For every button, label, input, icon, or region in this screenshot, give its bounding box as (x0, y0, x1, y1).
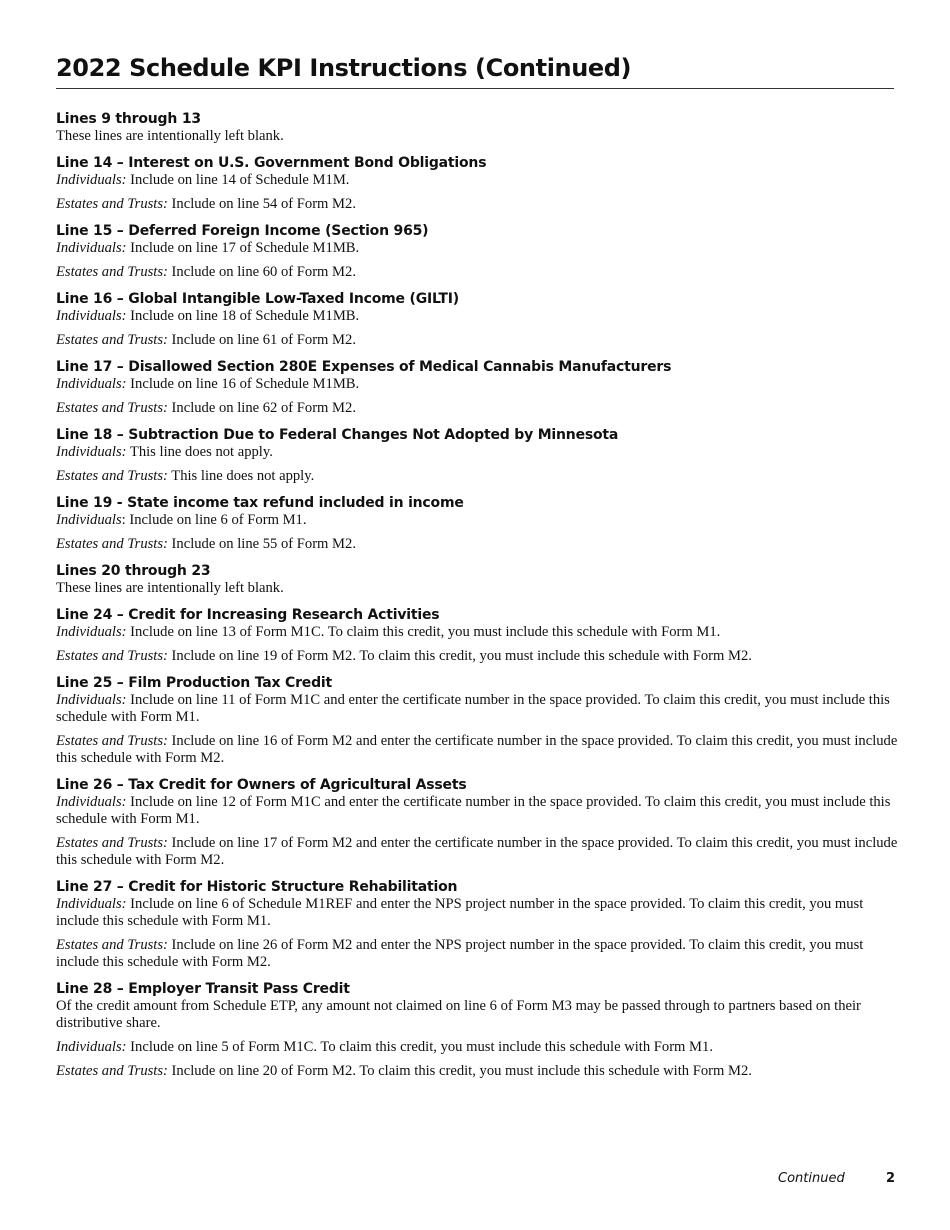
section-heading: Line 19 - State income tax refund included in income (56, 495, 464, 511)
paragraph-lead: Estates and Trusts: (56, 400, 168, 416)
section-heading: Line 24 – Credit for Increasing Research Activities (56, 607, 440, 623)
paragraph-lead: Estates and Trusts: (56, 648, 168, 664)
paragraph-lead: Individuals: (56, 624, 127, 640)
paragraph-text: Include on line 11 of Form M1C and enter the certificate number in the space provided. To claim this credit, you must include this schedule with Form M1. (56, 692, 890, 725)
paragraph-text: Include on line 16 of Form M2 and enter the certificate number in the space provided. To claim this credit, you must include this schedule with Form M2. (56, 733, 898, 766)
paragraph-lead: Individuals: (56, 794, 127, 810)
instruction-paragraph (56, 794, 901, 828)
paragraph-lead: Estates and Trusts: (56, 468, 168, 484)
paragraph-text: This line does not apply. (126, 444, 273, 460)
paragraph-lead: Individuals: (56, 444, 127, 460)
paragraph-text: Include on line 62 of Form M2. (167, 400, 356, 416)
instructions-content (56, 108, 901, 1087)
instruction-section (56, 560, 901, 597)
instruction-paragraph (56, 692, 901, 726)
page-number: 2 (886, 1171, 896, 1186)
section-heading: Lines 9 through 13 (56, 111, 201, 127)
section-heading: Line 14 – Interest on U.S. Government Bond Obligations (56, 155, 487, 171)
instruction-section (56, 978, 901, 1080)
instruction-section (56, 604, 901, 665)
paragraph-lead: Individuals: (56, 240, 127, 256)
instruction-paragraph (56, 332, 901, 349)
paragraph-text: Include on line 17 of Form M2 and enter the certificate number in the space provided. To claim this credit, you must include this schedule with Form M2. (56, 835, 898, 868)
paragraph-text: Include on line 60 of Form M2. (167, 264, 356, 280)
paragraph-text: Include on line 16 of Schedule M1MB. (126, 376, 360, 392)
instruction-paragraph (56, 536, 901, 553)
footer-continued: Continued (778, 1171, 845, 1186)
section-heading: Line 18 – Subtraction Due to Federal Changes Not Adopted by Minnesota (56, 427, 619, 443)
instruction-paragraph (56, 264, 901, 281)
instruction-paragraph (56, 998, 901, 1032)
paragraph-lead: Individuals: (56, 376, 127, 392)
instruction-section (56, 672, 901, 767)
instruction-paragraph (56, 624, 901, 641)
paragraph-text: Include on line 54 of Form M2. (167, 196, 356, 212)
instruction-paragraph (56, 240, 901, 257)
section-heading: Line 26 – Tax Credit for Owners of Agricultural Assets (56, 777, 467, 793)
section-heading: Line 15 – Deferred Foreign Income (Section 965) (56, 223, 429, 239)
instruction-paragraph (56, 444, 901, 461)
instruction-section (56, 152, 901, 213)
paragraph-lead: Estates and Trusts: (56, 264, 168, 280)
instruction-paragraph (56, 400, 901, 417)
instruction-paragraph (56, 580, 901, 597)
paragraph-text: Include on line 20 of Form M2. To claim this credit, you must include this schedule with Form M2. (167, 1063, 752, 1079)
instruction-section (56, 220, 901, 281)
paragraph-text: Include on line 61 of Form M2. (167, 332, 356, 348)
instruction-paragraph (56, 196, 901, 213)
instruction-paragraph (56, 468, 901, 485)
instruction-paragraph (56, 172, 901, 189)
instruction-section (56, 108, 901, 145)
paragraph-text: Include on line 12 of Form M1C and enter the certificate number in the space provided. To claim this credit, you must include this schedule with Form M1. (56, 794, 891, 827)
paragraph-text: These lines are intentionally left blank. (56, 580, 284, 596)
instruction-section (56, 424, 901, 485)
section-heading: Line 25 – Film Production Tax Credit (56, 675, 333, 691)
section-heading: Line 16 – Global Intangible Low-Taxed Income (GILTI) (56, 291, 459, 307)
instruction-section (56, 876, 901, 971)
paragraph-lead: Estates and Trusts: (56, 733, 168, 749)
section-heading: Line 17 – Disallowed Section 280E Expenses of Medical Cannabis Manufacturers (56, 359, 672, 375)
instruction-paragraph (56, 896, 901, 930)
paragraph-lead: Individuals: (56, 172, 127, 188)
paragraph-lead: Estates and Trusts: (56, 835, 168, 851)
instruction-paragraph (56, 512, 901, 529)
paragraph-lead: Individuals (56, 512, 122, 528)
instruction-paragraph (56, 1039, 901, 1056)
paragraph-lead: Individuals: (56, 896, 127, 912)
paragraph-lead: Individuals: (56, 308, 127, 324)
instruction-section (56, 288, 901, 349)
instruction-paragraph (56, 308, 901, 325)
paragraph-text: Include on line 55 of Form M2. (167, 536, 356, 552)
paragraph-text: Include on line 14 of Schedule M1M. (126, 172, 350, 188)
section-heading: Lines 20 through 23 (56, 563, 211, 579)
paragraph-text: Include on line 17 of Schedule M1MB. (126, 240, 360, 256)
paragraph-text: Include on line 5 of Form M1C. To claim this credit, you must include this schedule with Form M1. (126, 1039, 713, 1055)
paragraph-text: This line does not apply. (167, 468, 315, 484)
page-title: 2022 Schedule KPI Instructions (Continued) (56, 52, 894, 89)
paragraph-lead: Estates and Trusts: (56, 1063, 168, 1079)
instruction-paragraph (56, 733, 901, 767)
paragraph-lead: Estates and Trusts: (56, 536, 168, 552)
paragraph-lead: Estates and Trusts: (56, 332, 168, 348)
paragraph-lead: Estates and Trusts: (56, 196, 168, 212)
instruction-section (56, 774, 901, 869)
paragraph-text: : Include on line 6 of Form M1. (121, 512, 307, 528)
paragraph-lead: Estates and Trusts: (56, 937, 168, 953)
paragraph-text: These lines are intentionally left blank. (56, 128, 284, 144)
instruction-paragraph (56, 376, 901, 393)
paragraph-lead: Individuals: (56, 692, 127, 708)
section-heading: Line 27 – Credit for Historic Structure Rehabilitation (56, 879, 458, 895)
paragraph-text: Include on line 26 of Form M2 and enter the NPS project number in the space provided. To claim this credit, you must include this schedule with Form M2. (56, 937, 864, 970)
instruction-section (56, 492, 901, 553)
paragraph-text: Include on line 18 of Schedule M1MB. (126, 308, 360, 324)
instruction-paragraph (56, 937, 901, 971)
paragraph-text: Include on line 19 of Form M2. To claim this credit, you must include this schedule with Form M2. (167, 648, 752, 664)
instruction-paragraph (56, 835, 901, 869)
paragraph-text: Include on line 13 of Form M1C. To claim this credit, you must include this schedule with Form M1. (126, 624, 721, 640)
instruction-paragraph (56, 128, 901, 145)
instruction-section (56, 356, 901, 417)
paragraph-text: Of the credit amount from Schedule ETP, any amount not claimed on line 6 of Form M3 may be passed through to partners based on their distributive share. (56, 998, 861, 1031)
paragraph-text: Include on line 6 of Schedule M1REF and enter the NPS project number in the space provided. To claim this credit, you must include this schedule with Form M1. (56, 896, 864, 929)
instruction-paragraph (56, 1063, 901, 1080)
instruction-paragraph (56, 648, 901, 665)
paragraph-lead: Individuals: (56, 1039, 127, 1055)
section-heading: Line 28 – Employer Transit Pass Credit (56, 981, 350, 997)
